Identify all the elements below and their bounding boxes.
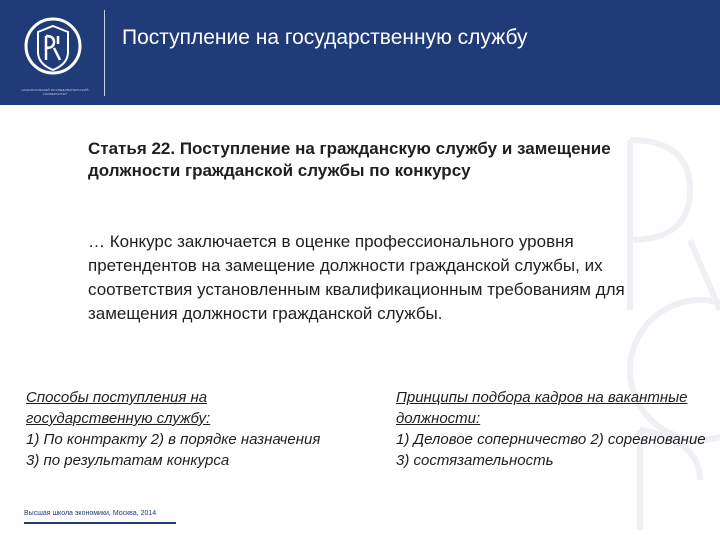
selection-principles-text: 1) Деловое соперничество 2) соревнование 3) состязательность <box>396 431 706 469</box>
slide-title: Поступление на государственную службу <box>122 26 528 49</box>
hse-shield-icon <box>12 14 94 84</box>
article-heading: Статья 22. Поступление на гражданскую службу и замещение должности гражданской службы по конкурсу <box>88 139 611 180</box>
article-body: … Конкурс заключается в оценке профессионального уровня претендентов на замещение должности гражданской службы, их соответствия установленным квалификационным требованиям для замещения должности гражданской службы. <box>88 232 625 323</box>
logo-caption: НАЦИОНАЛЬНЫЙ ИССЛЕДОВАТЕЛЬСКИЙ УНИВЕРСИТЕТ <box>21 88 89 96</box>
admission-methods-text: 1) По контракту 2) в порядке назначения 3) по результатам конкурса <box>26 431 321 469</box>
selection-principles-title: Принципы подбора кадров на вакантные должности: <box>396 389 688 427</box>
hse-logo <box>12 14 94 96</box>
selection-principles-block <box>396 387 706 471</box>
slide-header <box>0 0 720 105</box>
header-divider <box>104 10 105 96</box>
footer-line <box>24 522 176 524</box>
admission-methods-block <box>26 387 326 471</box>
admission-methods-title: Способы поступления на государственную службу: <box>26 389 211 427</box>
footer-text: Высшая школа экономики, Москва, 2014 <box>24 510 157 517</box>
